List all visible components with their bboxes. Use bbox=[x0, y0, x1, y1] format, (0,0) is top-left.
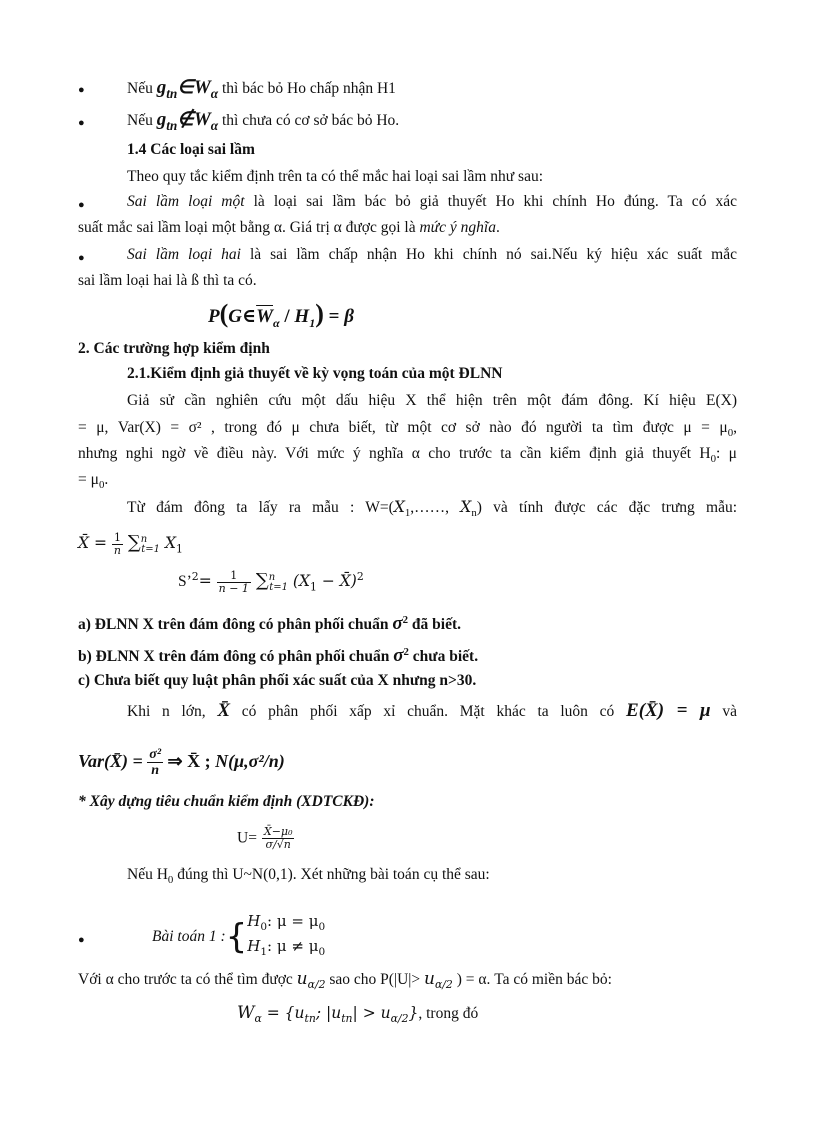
beta-formula: $P(G\in\overline{W}_\alpha / H_1) = \beta$ bbox=[208, 299, 354, 330]
text: Nếu bbox=[127, 112, 153, 129]
h0-true-line: Nếu $H_0$ đúng thì U~N(0,1). Xét những bài toán cụ thể sau: bbox=[127, 866, 490, 887]
para1-line1: Giả sử cần nghiên cứu một dấu hiệu X thể hiện trên một đám đông. Kí hiệu E(X) bbox=[127, 392, 737, 409]
section-heading-2: 2. Các trường hợp kiểm định bbox=[78, 340, 270, 357]
variance-distribution-formula: Var(X̄) = $\frac{\text{σ²}}{n}$ ⇒ X̄ ; N(μ,σ²/n) bbox=[78, 747, 285, 779]
text: là loại sai lầm bác bỏ giả thuyết Ho khi chính Ho đúng. Ta có xác bbox=[253, 193, 737, 210]
bullet-dot: ● bbox=[78, 84, 85, 96]
large-n-line: Khi n lớn, X̄ có phân phối xấp xỉ chuẩn. Mặt khác ta luôn có E(X̄) = μ và bbox=[127, 700, 737, 721]
error-type-one-line2 bbox=[78, 218, 500, 238]
term: Sai lầm loại một bbox=[127, 193, 245, 210]
error-type-two-line2: sai lầm loại hai là ß thì ta có. bbox=[78, 272, 257, 289]
rejection-condition-line bbox=[127, 78, 396, 104]
test-statistic-heading: * Xây dựng tiêu chuẩn kiểm định (XDTCKĐ): bbox=[78, 793, 375, 810]
case-b: b) ĐLNN X trên đám đông có phân phối chuẩn $\sigma^2$ chưa biết. bbox=[78, 645, 479, 667]
accept-condition-line bbox=[127, 110, 399, 136]
text: là sai lầm chấp nhận Ho khi chính nó sai.Nếu ký hiệu xác suất mắc bbox=[249, 246, 738, 263]
para1-line3: nhưng nghi ngờ về điều này. Với mức ý nghĩa α cho trước ta cần kiểm định giả thuyết $H_0$: μ bbox=[78, 445, 737, 466]
math-w: $W_\alpha$ bbox=[193, 77, 219, 101]
bullet-dot: ● bbox=[78, 252, 85, 264]
math-w: $W_\alpha$ bbox=[193, 109, 219, 133]
u-statistic-formula: U= $\frac{\text{X̄−μ₀}}{\sigma/√n}$ bbox=[237, 825, 293, 851]
bullet-dot: ● bbox=[78, 934, 85, 946]
bullet-dot: ● bbox=[78, 117, 85, 129]
text: . bbox=[495, 219, 500, 236]
paragraph-intro: Theo quy tắc kiểm định trên ta có thể mắc hai loại sai lầm như sau: bbox=[127, 168, 544, 185]
para1-line2: = μ, Var(X) = σ² , trong đó μ chưa biết, từ một cơ sở nào đó người ta tìm được $\mu = \mu_0$, bbox=[78, 419, 737, 440]
error-type-two-line1 bbox=[127, 245, 737, 265]
para2-line1: Từ đám đông ta lấy ra mẫu : $W=(X_1,\dots\dots$, $X_n$) và tính được các đặc trưng mẫu: bbox=[127, 498, 738, 520]
mean-formula: X̄ = $\frac{1}{n}$ ∑$^n_{t=1}$ $X_1$ bbox=[78, 530, 183, 557]
text: thì chưa có cơ sở bác bỏ Ho. bbox=[222, 112, 400, 129]
text: suất mắc sai lầm loại một bằng α. Giá trị α được gọi là bbox=[78, 219, 416, 236]
text: Nếu bbox=[127, 80, 153, 97]
math-g: $g_{tn}$ bbox=[156, 77, 178, 101]
error-type-one-line1 bbox=[127, 192, 737, 212]
math-g: $g_{tn}$ bbox=[156, 109, 178, 133]
term: Sai lầm loại hai bbox=[127, 246, 241, 263]
math-rel: ∉ bbox=[177, 109, 194, 130]
para1-line4: = $\mu_0$. bbox=[78, 471, 109, 492]
text: thì bác bỏ Ho chấp nhận H1 bbox=[222, 80, 396, 97]
section-heading-1-4: 1.4 Các loại sai lầm bbox=[127, 141, 255, 158]
case-c: c) Chưa biết quy luật phân phối xác suất của X nhưng n>30. bbox=[78, 672, 477, 689]
math-rel: ∈ bbox=[177, 77, 194, 98]
case-a: a) ĐLNN X trên đám đông có phân phối chuẩn $\sigma^2$ đã biết. bbox=[78, 613, 462, 635]
alpha-critical-line: Với α cho trước ta có thể tìm được $u_{\alpha/2}$ sao cho $P(|U|> u_{\alpha/2}$ ) = α. Ta có miền bác bỏ: bbox=[78, 969, 612, 992]
rejection-region-formula: $W_\alpha = \{u_{tn}$; $|u_{tn}| > u_{\alpha/2}$}, trong đó bbox=[237, 1003, 479, 1026]
variance-formula: S’$^2$= $\frac{1}{n - 1}$ ∑$^n_{t=1}$ ($X_1$ − X̄)$^2$ bbox=[178, 568, 364, 595]
problem-1: Bài toán 1 :{ $H_0$: $\mu = \mu_0$ $H_1$: $\mu \ne \mu_0$ bbox=[152, 912, 326, 958]
section-heading-2-1: 2.1.Kiểm định giả thuyết về kỳ vọng toán của một ĐLNN bbox=[127, 365, 503, 382]
bullet-dot: ● bbox=[78, 199, 85, 211]
term: mức ý nghĩa bbox=[419, 219, 496, 236]
